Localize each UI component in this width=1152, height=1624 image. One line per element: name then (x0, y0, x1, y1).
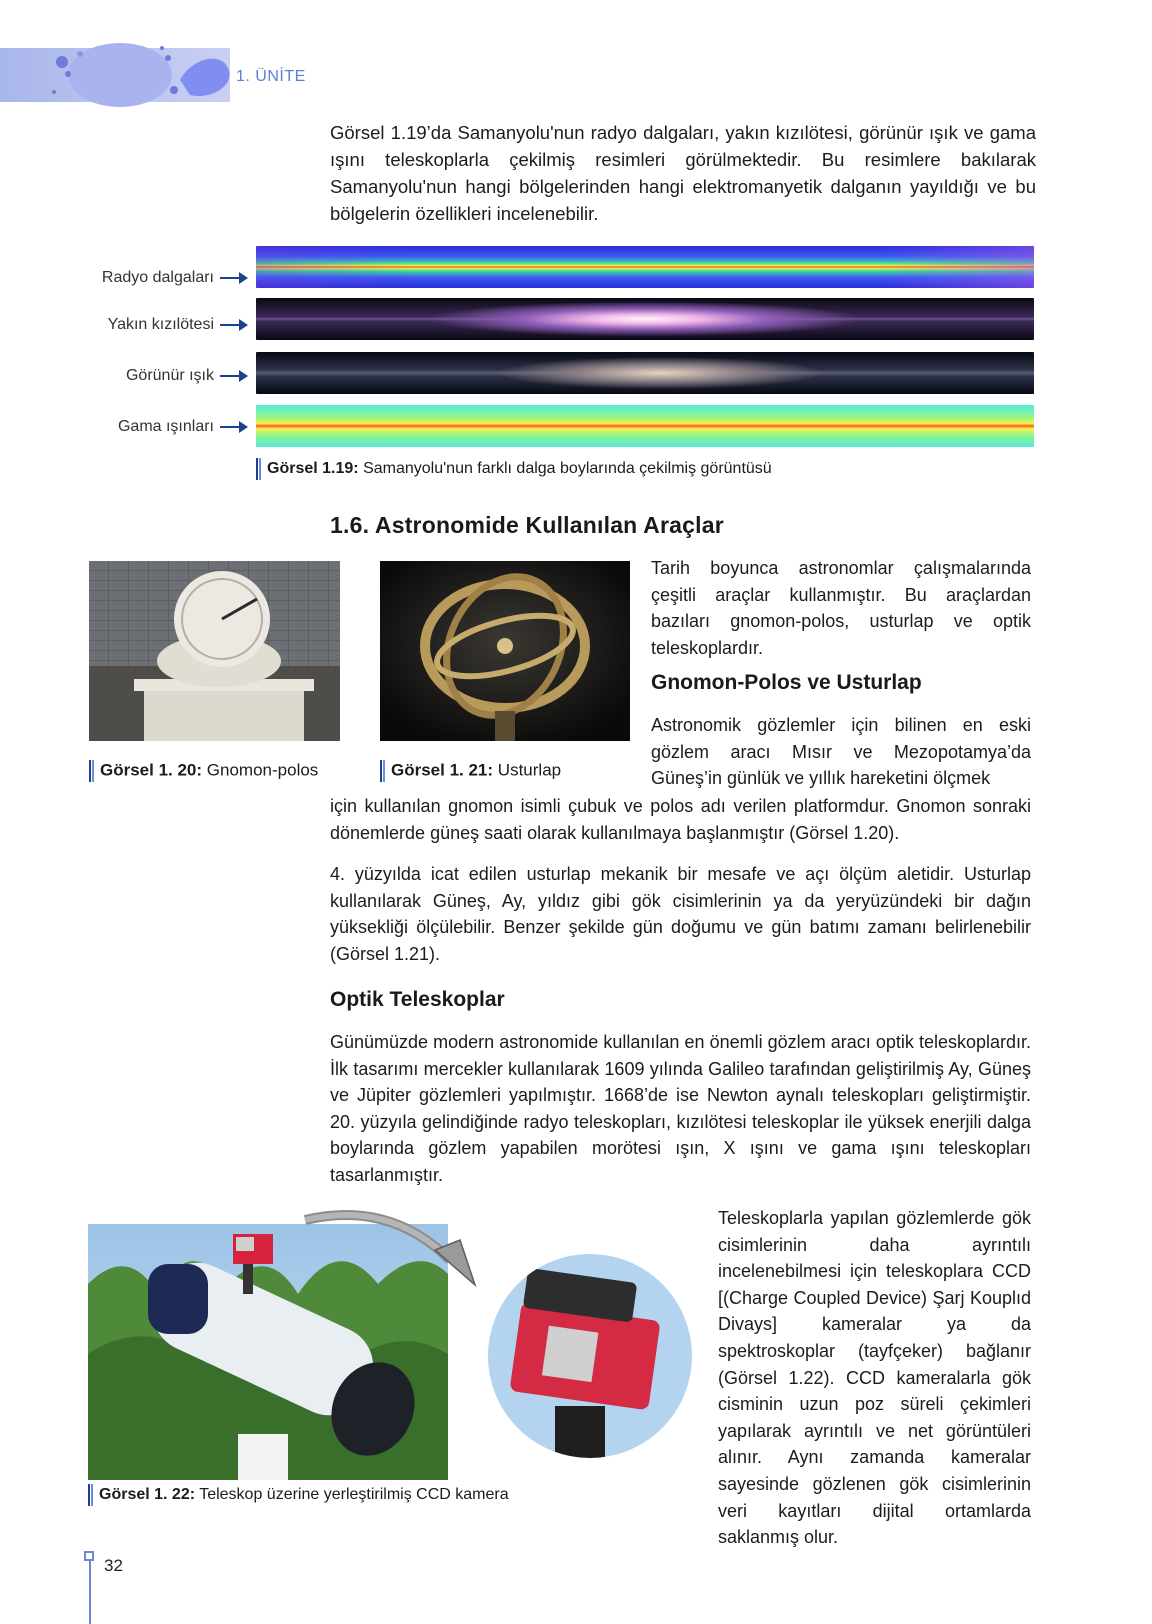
gnomon-polos-photo (89, 561, 340, 741)
figure-caption-1-21: Görsel 1. 21: Usturlap (380, 760, 561, 782)
arrow-right-icon (220, 277, 246, 279)
ccd-camera-closeup (485, 1251, 695, 1461)
band-label-gamma: Gama ışınları (26, 418, 246, 436)
caption-bar-icon (380, 760, 385, 782)
figure-caption-1-22: Görsel 1. 22: Teleskop üzerine yerleştirilmiş CCD kamera (88, 1484, 509, 1506)
intro-paragraph: Görsel 1.19’da Samanyolu'nun radyo dalgaları, yakın kızılötesi, görünür ışık ve gama ışını teleskoplarla çekilmiş resimleri görülmektedir. Bu resimlere bakılarak Samanyolu'nun hangi bölgelerinden hangi elektromanyetik dalganın yayıldığı ve bu bölgelerin özellikleri incelenebilir. (330, 122, 1036, 224)
optical-telescopes-paragraph: Günümüzde modern astronomide kullanılan en önemli gözlem aracı optik teleskoplardır. İlk tasarımı mercekler kullanılarak 1609 yılında Galileo tarafından geliştirilmiş Ay, Güneş ve Jüpiter gözlemleri yapılmıştır. 1668’de ise Newton aynalı teleskopları geliştirmiştir. 20. yüzyıla gelindiğinde radyo teleskopları, kızılötesi teleskoplar ile yüksek enerjili dalga boylarında gözlem yapabilen morötesi ışın, X ışını ve gama ışını teleskopları tasarlanmıştır. (330, 1032, 1031, 1185)
usturlap-photo (380, 561, 630, 741)
astrolabe-paragraph: 4. yüzyılda icat edilen usturlap mekanik bir mesafe ve açı ölçüm aletidir. Usturlap kullanılarak Güneş, Ay, yıldız gibi gök cisimlerinin ya da yeryüzündeki bir dağın yüksekliği ölçülebilir. Benzer şekilde gün doğumu ve gün batımı zamanı belirlenebilir (Görsel 1.21). (330, 864, 1031, 964)
unit-label: 1. ÜNİTE (236, 68, 306, 85)
gnomon-paragraph-start: Astronomik gözlemler için bilinen en eski gözlem aracı Mısır ve Mezopotamya’da Güneş’in günlük ve yıllık hareketini ölçmek (651, 715, 1031, 788)
footer-square-icon (84, 1551, 94, 1561)
ccd-paragraph: Teleskoplarla yapılan gözlemlerde gök cisimlerinin daha ayrıntılı incelenebilmesi için teleskoplara CCD [(Charge Coupled Device) Şarj Kouplıd Divays] kameralar ya da spektroskoplar (tayfçeker) bağlanır (Görsel 1.22). CCD kameralarla gök cisminin uzun poz süreli çekimleri yapılarak ayrıntılı ve net görüntüleri alınır. Aynı zamanda kameralar sayesinde gözlenen gök cisimlerinin veri kayıtları dijital ortamlarda saklanmış olur. (718, 1208, 1031, 1548)
footer-rule (89, 1551, 91, 1624)
caption-bar-icon (256, 458, 261, 480)
gnomon-paragraph-cont: için kullanılan gnomon isimli çubuk ve polos adı verilen platformdur. Gnomon sonraki dönemlerde güneş saati olarak kullanılmaya başlanmıştır (Görsel 1.20). (330, 796, 1031, 843)
gnomon-subtitle: Gnomon-Polos ve Usturlap (651, 671, 922, 694)
arrow-right-icon (220, 426, 246, 428)
curved-arrow-icon (300, 1205, 500, 1295)
band-label-visible: Görünür ışık (26, 367, 246, 385)
gamma-band-image (256, 405, 1034, 447)
arrow-right-icon (220, 375, 246, 377)
band-label-near-infrared: Yakın kızılötesi (26, 316, 246, 334)
header-bubbles-decoration (40, 40, 240, 110)
near-infrared-band-image (256, 298, 1034, 340)
arrow-right-icon (220, 324, 246, 326)
section-title: 1.6. Astronomide Kullanılan Araçlar (330, 512, 724, 538)
optical-telescopes-subtitle: Optik Teleskoplar (330, 988, 505, 1011)
figure-caption-1-19: Görsel 1.19: Samanyolu'nun farklı dalga boylarında çekilmiş görüntüsü (256, 458, 772, 480)
caption-bar-icon (88, 1484, 93, 1506)
caption-bar-icon (89, 760, 94, 782)
radio-band-image (256, 246, 1034, 288)
tools-intro-paragraph: Tarih boyunca astronomlar çalışmalarında çeşitli araçlar kullanmıştır. Bu araçlardan bazıları gnomon-polos, usturlap ve optik teleskoplardır. (651, 558, 1031, 658)
figure-caption-1-20: Görsel 1. 20: Gnomon-polos (89, 760, 318, 782)
visible-band-image (256, 352, 1034, 394)
band-label-radio: Radyo dalgaları (26, 269, 246, 287)
page-number: 32 (104, 1556, 123, 1575)
